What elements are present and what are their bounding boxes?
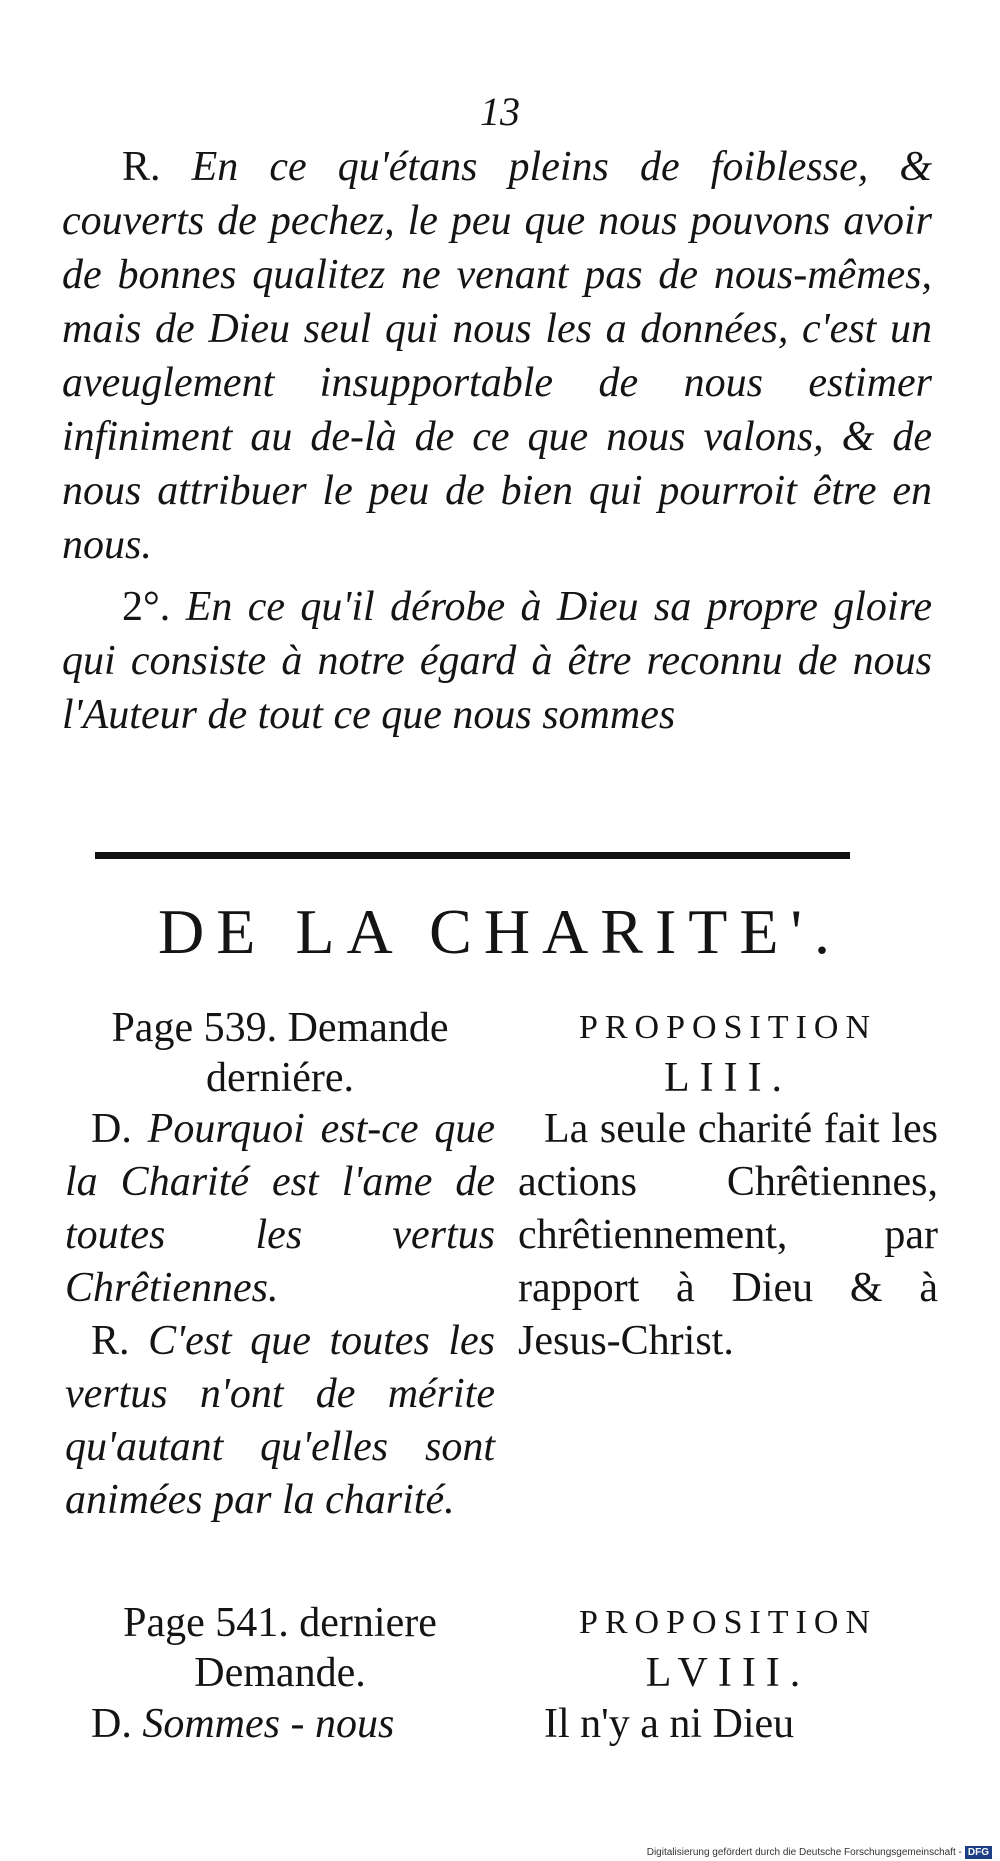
left-block1-answer-text: C'est que toutes les vertus n'ont de mérite qu'autant qu'elles sont animées par la charité. [65,1318,496,1523]
left-block1-subheader: derniére. [205,1055,355,1101]
left-block2-subheader: Demande. [194,1650,366,1696]
right-block1-header: PROPOSITION [578,1009,878,1046]
page-number: 13 [480,89,520,134]
second-point-lead: 2°. [122,584,171,630]
right-block2-number: LVIII. [645,1650,811,1696]
second-point-text: En ce qu'il dérobe à Dieu sa propre gloire qui consiste à notre égard à être reconnu de nous l'Auteur de tout ce que nous sommes [62,584,933,738]
section-title: DE LA CHARITE'. [158,896,842,967]
left-block2-header: Page 541. derniere [123,1600,437,1646]
right-block2-text: Il n'y a ni Dieu [544,1701,795,1747]
left-block1-question-lead: D. [91,1106,132,1152]
left-block2-question-lead: D. [91,1701,132,1747]
second-point-paragraph [62,580,932,742]
digitization-credit [647,1846,992,1859]
right-block1-number: LIII. [663,1055,793,1101]
right-column-block-2 [518,1598,938,1751]
credit-text: Digitalisierung gefördert durch die Deutsche Forschungsgemeinschaft - [646,1847,962,1858]
left-column-block-1 [65,1003,495,1527]
dfg-logo: DFG [965,1846,992,1859]
left-column-block-2 [65,1598,495,1751]
right-block2-header: PROPOSITION [578,1604,878,1641]
left-block2-question [65,1698,495,1751]
right-column-block-1 [518,1003,938,1368]
left-block1-answer-lead: R. [91,1318,130,1364]
section-divider [95,852,850,859]
answer-text: En ce qu'étans pleins de foiblesse, & couverts de pechez, le peu que nous pouvons avoir de bonnes qualitez ne venant pas de nous-mêmes, mais de Dieu seul qui nous les a données, c'est un aveuglement insupportable de nous estimer infiniment au de-là de ce que nous valons, & de nous attribuer le peu de bien qui pourroit être en nous. [62,144,933,568]
right-block1-text: La seule charité fait les actions Chrêtiennes, chrêtiennement, par rapport à Dieu & à Jesus-Christ. [518,1106,938,1364]
top-text-block [62,140,932,742]
left-block1-question-text: Pourquoi est-ce que la Charité est l'ame de toutes les vertus Chrêtiennes. [65,1106,495,1311]
left-block1-answer [65,1315,495,1527]
answer-paragraph [62,140,932,572]
left-block1-header: Page 539. Demande [111,1005,449,1051]
left-block2-question-text: Sommes - nous [142,1701,395,1747]
left-block1-question [65,1103,495,1315]
answer-lead: R. [122,144,161,190]
